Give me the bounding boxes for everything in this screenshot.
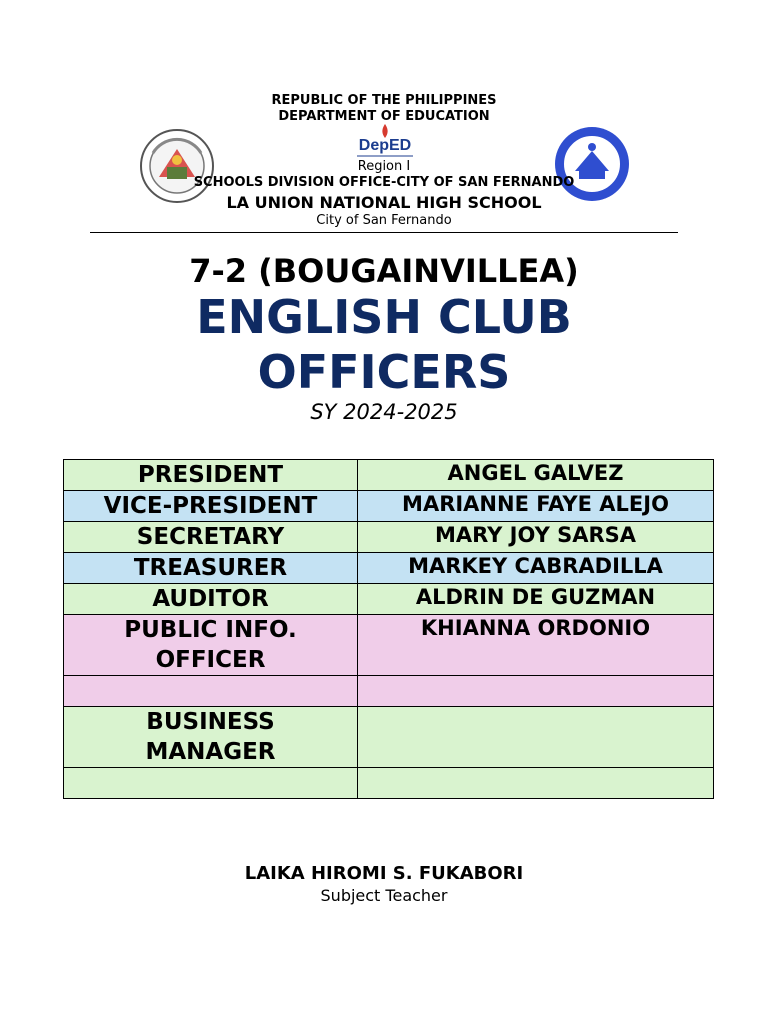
region-label: Region I [357, 159, 411, 174]
officer-row [64, 615, 714, 676]
officer-row [64, 460, 714, 491]
header-divider [90, 232, 678, 233]
officer-position [64, 768, 358, 799]
officer-row [64, 707, 714, 768]
officer-position-line1: PUBLIC INFO. [124, 617, 297, 643]
officer-position: AUDITOR [64, 584, 358, 615]
officer-name [358, 707, 714, 768]
officer-name: MARIANNE FAYE ALEJO [358, 491, 714, 522]
officer-row [64, 491, 714, 522]
officer-position-line1: BUSINESS [146, 709, 275, 735]
officer-name: MARKEY CABRADILLA [358, 553, 714, 584]
officer-row [64, 522, 714, 553]
deped-logo-icon [349, 122, 421, 162]
officer-position: SECRETARY [64, 522, 358, 553]
officer-row [64, 676, 714, 707]
officer-row [64, 584, 714, 615]
club-title-line2: OFFICERS [257, 345, 511, 399]
officer-position [64, 615, 358, 676]
section-title: 7-2 (BOUGAINVILLEA) [189, 252, 579, 290]
officer-position [64, 676, 358, 707]
officer-position: VICE-PRESIDENT [64, 491, 358, 522]
officer-position-line2: MANAGER [145, 739, 276, 765]
officer-name: MARY JOY SARSA [358, 522, 714, 553]
officer-name: ANGEL GALVEZ [358, 460, 714, 491]
division-heading: SCHOOLS DIVISION OFFICE-CITY OF SAN FERNANDO [193, 175, 575, 190]
school-name: LA UNION NATIONAL HIGH SCHOOL [226, 193, 542, 212]
officer-position: PRESIDENT [64, 460, 358, 491]
officer-row [64, 553, 714, 584]
teacher-role: Subject Teacher [320, 886, 448, 905]
deped-logo-text: DepED [358, 137, 412, 154]
officer-row [64, 768, 714, 799]
officer-name: KHIANNA ORDONIO [358, 615, 714, 676]
club-title-line1: ENGLISH CLUB [196, 290, 572, 344]
officer-position: TREASURER [64, 553, 358, 584]
officer-position-line2: OFFICER [155, 647, 266, 673]
department-heading: DEPARTMENT OF EDUCATION [278, 109, 490, 124]
city-label: City of San Fernando [316, 213, 452, 228]
officers-table [63, 459, 714, 799]
officer-name: ALDRIN DE GUZMAN [358, 584, 714, 615]
officer-name [358, 676, 714, 707]
republic-heading: REPUBLIC OF THE PHILIPPINES [271, 93, 497, 108]
officer-position [64, 707, 358, 768]
teacher-name: LAIKA HIROMI S. FUKABORI [244, 863, 524, 884]
officer-name [358, 768, 714, 799]
school-year: SY 2024-2025 [310, 400, 458, 424]
